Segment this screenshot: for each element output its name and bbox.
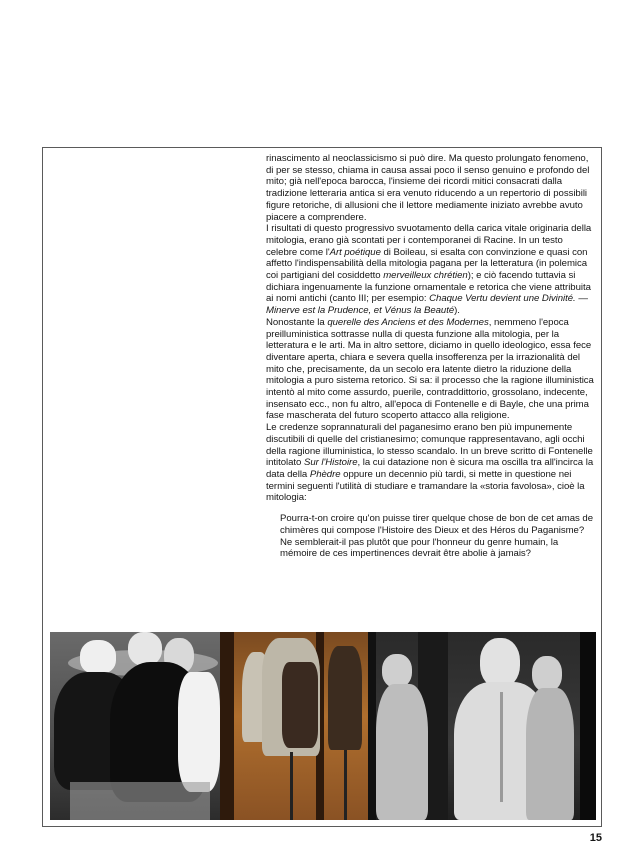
- text-column: [266, 153, 594, 560]
- page-number: 15: [589, 832, 602, 844]
- text-segment: I risultati di questo progressivo svuotamento della carica vitale originaria della mitologia, erano già scontati per i contemporanei di Racine. In un testo celebre come l': [266, 223, 592, 258]
- photo-strip: [50, 632, 596, 820]
- italic-segment: Sur l'Histoire: [303, 457, 358, 469]
- text-segment: ); e ciò facendo tuttavia si dichiara ingenuamente la funzione ornamentale e retorica che viene attribuita ai nomi antichi (canto III; per esempio:: [266, 270, 591, 305]
- text-segment: , la cui datazione non è sicura ma oscilla tra all'incirca la data della: [266, 457, 594, 480]
- paragraph-1: [266, 153, 594, 223]
- text-segment: Nonostante la: [266, 316, 328, 328]
- italic-segment: merveilleux chrétien: [383, 270, 468, 282]
- text-segment: di Boileau, si esalta con convinzione e quasi con affetto l'indispensabilità della mitologia pagana per la letteratura (in polemica coi partigiani del cosiddetto: [266, 246, 588, 282]
- photo-cloaked-figures: [50, 632, 220, 820]
- paragraph-4: [266, 422, 594, 504]
- paragraph-3: [266, 317, 594, 422]
- italic-segment: Art poétique: [329, 246, 381, 258]
- text-segment: ).: [454, 305, 460, 317]
- italic-segment: Chaque Vertu devient une Divinité. — Minerve est la Prudence, et Vénus la Beauté: [266, 293, 588, 317]
- italic-segment: querelle des Anciens et des Modernes: [327, 316, 489, 328]
- paragraph-2: [266, 223, 594, 317]
- text-segment: , nemmeno l'epoca preilluministica sottrasse nulla di questa funzione alla mitologia, per la letteratura e le arti. Ma in altro settore, diciamo in quello ideologico, essa fece diventare aperta, chiara e severa quella insofferenza per la irrazionalità del mito che, precisamente, da un secolo era latente dietro la riduzione della mitologia a puro sistema retorico. Si sa: il processo che la ragione illuministica intentò al mito come assurdo, puerile, contraddittorio, grossolano, indecente, insensato ecc., non fu altro, all'epoca di Fontenelle e di Bayle, che una prima fase mascherata del futuro scoperto attacco alla religione.: [266, 316, 594, 422]
- photo-masked-figures: [368, 632, 596, 820]
- text-segment: Le credenze soprannaturali del paganesimo erano ben più impunemente discutibili di quelle del cristianesimo; comunque rappresentavano, agli occhi della ragione illuministica, lo stesso scandalo. In un breve scritto di Fontenelle intitolato: [266, 422, 593, 469]
- text-segment: rinascimento al neoclassicismo si può dire. Ma questo prolungato fenomeno, di per se stesso, chiama in causa assai poco il senso genuino e profondo del mito; già nell'epoca barocca, l'insieme dei ricordi mitici consacrati dalla tradizione letteraria antica si era venuto riducendo a un repertorio di possibili figure retoriche, di allusioni che il lettore mediamente iniziato avrebbe avuto piacere a comprendere.: [266, 153, 590, 223]
- text-segment: oppure un decennio più tardi, si mette in questione nei termini seguenti l'utilità di studiare e tramandare la «storia favolosa», cioè la mitologia:: [266, 468, 585, 504]
- block-quote: Pourra-t-on croire qu'on puisse tirer quelque chose de bon de cet amas de chimères qui compose l'Histoire des Dieux et des Héros du Paganisme? Ne semblerait-il pas plutôt que pour l'honneur du genre humain, la mémoire de ces impertinences devrait être abolie à jamais?: [280, 513, 594, 560]
- italic-segment: Phèdre: [309, 468, 341, 480]
- photo-tailor-dummies: [220, 632, 368, 820]
